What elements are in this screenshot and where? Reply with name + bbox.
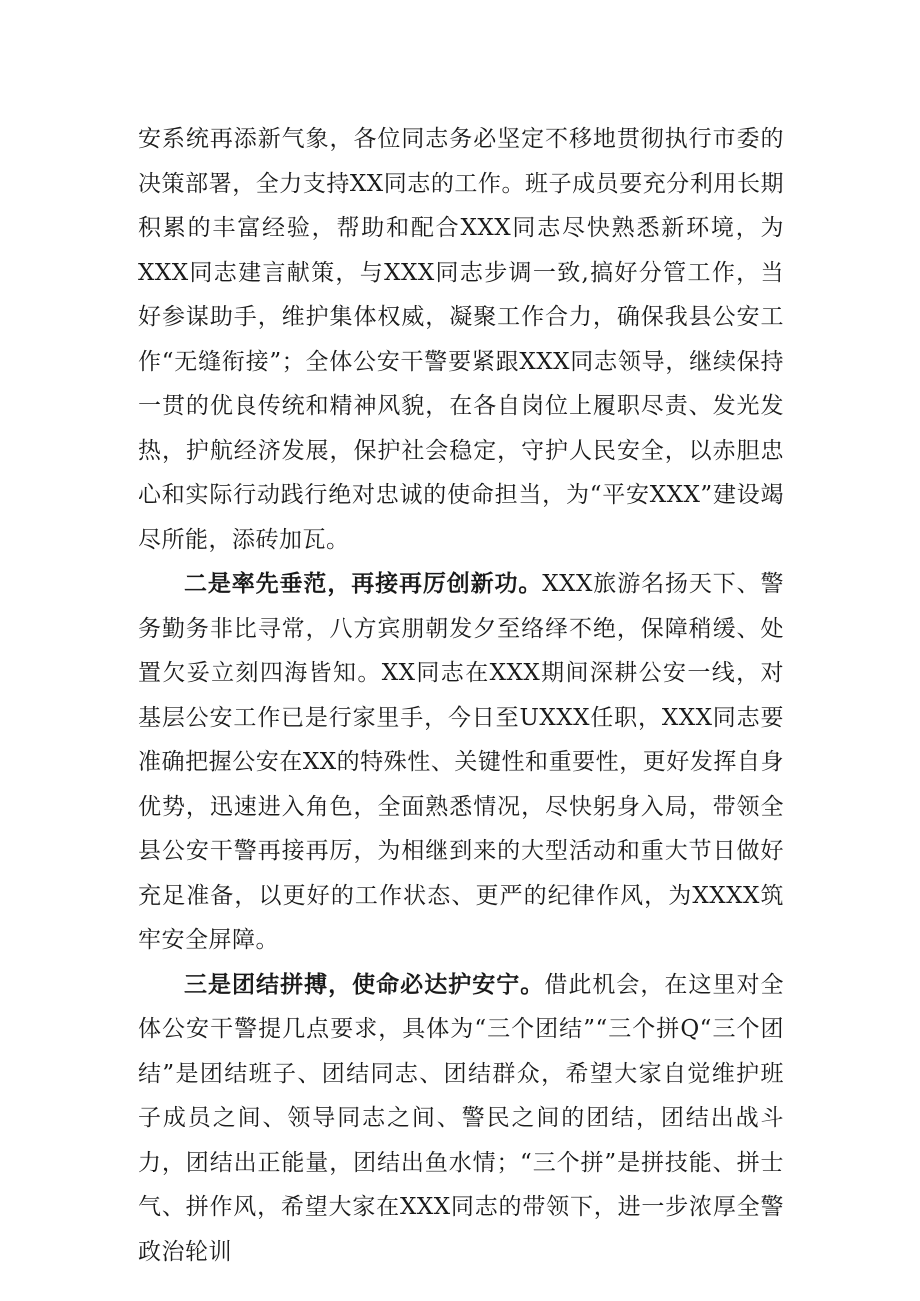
- paragraph-2-heading: 二是率先垂范，再接再厉创新功。: [184, 570, 543, 597]
- paragraph-3-text: 借此机会，在这里对全体公安干警提几点要求，具体为“三个团结”“三个拼Q“三个团结”是团结班子、团结同志、团结群众，希望大家自觉维护班子成员之间、领导同志之间、警民之间的团结，团结出战斗力，团结出正能量，团结出鱼水情；“三个拼”是拼技能、拼士气、拼作风，希望大家在XXX同志的带领下，进一步浓厚全警政治轮训: [138, 971, 785, 1265]
- paragraph-3: [138, 963, 784, 1275]
- paragraph-2-text: XXX旅游名扬天下、警务勤务非比寻常，八方宾朋朝发夕至络绎不绝，保障稍缓、处置欠妥立刻四海皆知。XX同志在XXX期间深耕公安一线，对基层公安工作已是行家里手，今日至UXXX任职，XXX同志要准确把握公安在XX的特殊性、关键性和重要性，更好发挥自身优势，迅速进入角色，全面熟悉情况，尽快躬身入局，带领全县公安干警再接再厉，为相继到来的大型活动和重大节日做好充足准备，以更好的工作状态、更严的纪律作风，为XXXX筑牢安全屏障。: [138, 571, 785, 953]
- paragraph-3-heading: 三是团结拼搏，使命必达护安宁。: [184, 970, 545, 998]
- document-body: [138, 117, 784, 1274]
- paragraph-1-text: 安系统再添新气象，各位同志务必坚定不移地贯彻执行市委的决策部署，全力支持XX同志的工作。班子成员要充分利用长期积累的丰富经验，帮助和配合XXX同志尽快熟悉新环境，为XXX同志建言献策，与XXX同志步调一致,搞好分管工作，当好参谋助手，维护集体权威，凝聚工作合力，确保我县公安工作“无缝衔接”；全体公安干警要紧跟XXX同志领导，继续保持一贯的优良传统和精神风貌，在各自岗位上履职尽责、发光发热，护航经济发展，保护社会稳定，守护人民安全，以赤胆忠心和实际行动践行绝对忠诚的使命担当，为“平安XXX”建设竭尽所能，添砖加瓦。: [138, 126, 784, 553]
- paragraph-1: [138, 117, 784, 562]
- paragraph-2: [138, 562, 784, 963]
